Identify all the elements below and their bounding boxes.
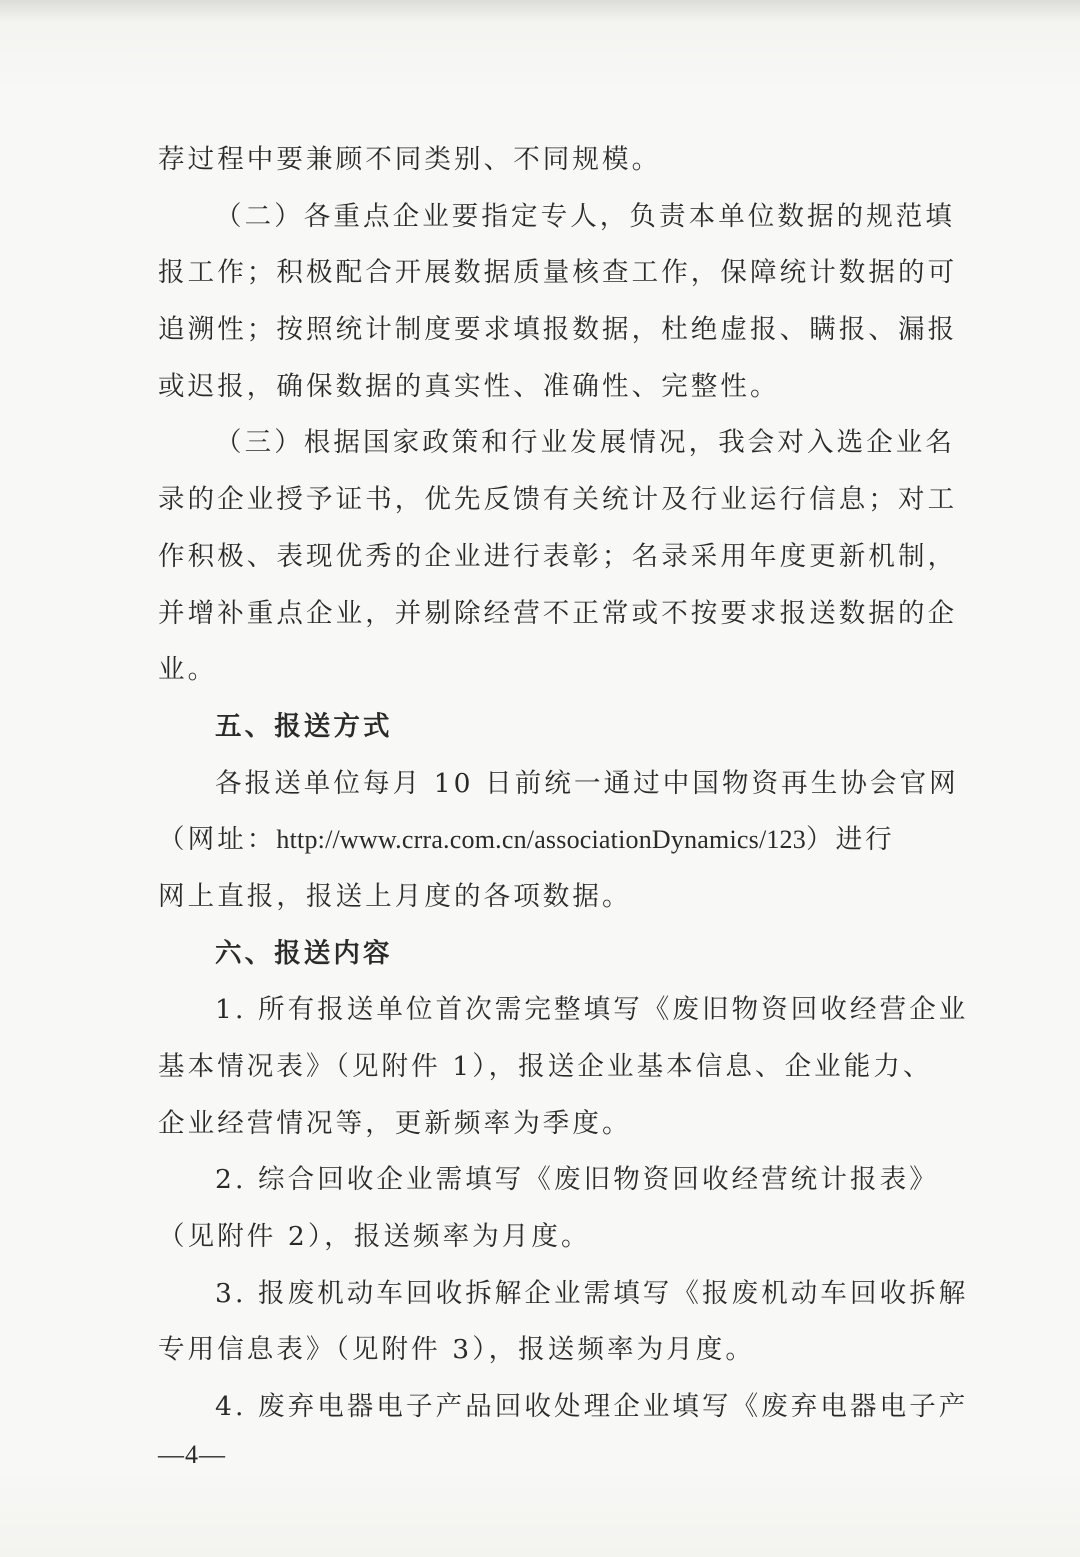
paragraph-line: 网上直报，报送上月度的各项数据。 (158, 880, 632, 912)
paragraph-line: 1. 所有报送单位首次需完整填写《废旧物资回收经营企业 (215, 994, 969, 1026)
page-number: —4— (158, 1440, 226, 1469)
paragraph-line-with-url (158, 812, 918, 869)
website-url: http://www.crra.com.cn/associationDynamics/123 (276, 825, 806, 855)
paragraph-line: 2. 综合回收企业需填写《废旧物资回收经营统计报表》 (215, 1164, 939, 1196)
paragraph-line: 录的企业授予证书，优先反馈有关统计及行业运行信息；对工 (158, 484, 958, 516)
scan-shadow (0, 0, 1080, 22)
paragraph-line: 作积极、表现优秀的企业进行表彰；名录采用年度更新机制， (158, 540, 958, 572)
paragraph-line: 4. 废弃电器电子产品回收处理企业填写《废弃电器电子产 (215, 1391, 969, 1423)
section-heading: 六、报送内容 (215, 937, 393, 969)
paragraph-line: 追溯性；按照统计制度要求填报数据，杜绝虚报、瞒报、漏报 (158, 314, 958, 346)
paragraph-line: 荐过程中要兼顾不同类别、不同规模。 (158, 144, 662, 175)
paragraph-line: 企业经营情况等，更新频率为季度。 (158, 1107, 632, 1139)
paragraph-line: （三）根据国家政策和行业发展情况，我会对入选企业名 (215, 427, 955, 459)
paragraph-line: 报工作；积极配合开展数据质量核查工作，保障统计数据的可 (158, 257, 958, 289)
paragraph-line: （见附件 2），报送频率为月度。 (158, 1221, 591, 1253)
paragraph-line: 业。 (158, 654, 218, 686)
url-suffix: ）进行 (805, 824, 895, 856)
paragraph-line: 并增补重点企业，并剔除经营不正常或不按要求报送数据的企 (158, 597, 958, 629)
url-prefix: （网址： (158, 824, 277, 856)
paragraph-line: 各报送单位每月 10 日前统一通过中国物资再生协会官网 (215, 767, 959, 799)
paragraph-line: （二）各重点企业要指定专人，负责本单位数据的规范填 (215, 200, 955, 232)
section-heading: 五、报送方式 (215, 710, 393, 742)
paragraph-line: 3. 报废机动车回收拆解企业需填写《报废机动车回收拆解 (215, 1277, 969, 1309)
paragraph-line: 基本情况表》（见附件 1），报送企业基本信息、企业能力、 (158, 1051, 933, 1082)
paragraph-line: 专用信息表》（见附件 3），报送频率为月度。 (158, 1334, 755, 1366)
document-body (158, 132, 969, 1436)
paragraph-line: 或迟报，确保数据的真实性、准确性、完整性。 (158, 370, 780, 402)
